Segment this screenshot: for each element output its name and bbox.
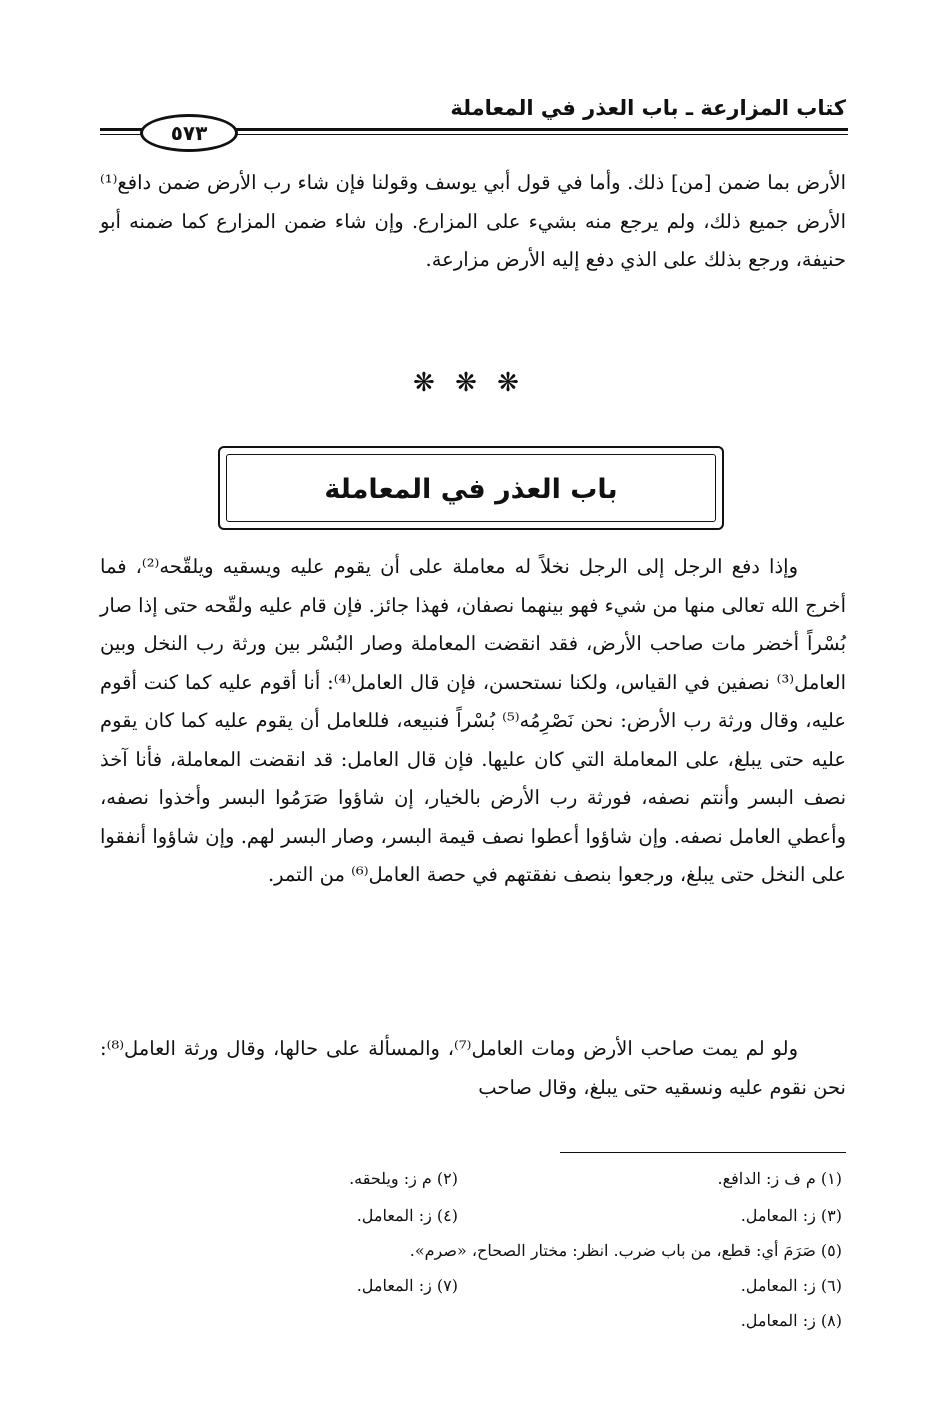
chapter-title: باب العذر في المعاملة — [324, 474, 618, 505]
running-header-title: كتاب المزارعة ـ باب العذر في المعاملة — [450, 96, 846, 120]
paragraph-continuation: ولو لم يمت صاحب الأرض ومات العامل⁽⁷⁾، والمسألة على حالها، وقال ورثة العامل⁽⁸⁾: نحن نقوم عليه ونسقيه حتى يبلغ، وقال صاحب — [100, 1037, 846, 1099]
paragraph-opening: الأرض بما ضمن [من] ذلك. وأما في قول أبي يوسف وقولنا فإن شاء رب الأرض ضمن دافع⁽¹⁾ الأرض جميع ذلك، ولم يرجع منه بشيء على المزارع. وإن شاء ضمن المزارع كما ضمنه أبو حنيفة، ورجع بذلك على الذي دفع إليه الأرض مزارعة. — [100, 171, 846, 271]
footnote-7: (٧) ز: المعامل. — [356, 1276, 458, 1295]
footnote-6: (٦) ز: المعامل. — [740, 1276, 842, 1295]
paragraph-main: وإذا دفع الرجل إلى الرجل نخلاً له معاملة على أن يقوم عليه ويسقيه ويلقّحه⁽²⁾، فما أخرج الله تعالى منها من شيء فهو بينهما نصفان، فهذا جائز. فإن قام عليه ولقّحه حتى إذا صار بُسْراً أخضر مات صاحب الأرض، فقد انقضت المعاملة وصار البُسْر بين ورثة رب النخل وبين العامل⁽³⁾ نصفين في القياس، ولكنا نستحسن، فإن قال العامل⁽⁴⁾: أنا أقوم عليه كما كنت أقوم عليه، وقال ورثة رب الأرض: نحن نَصْرِمُه⁽⁵⁾ بُسْراً فنبيعه، فللعامل أن يقوم عليه كما كان يقوم عليه حتى يبلغ، على المعاملة التي كان عليها. فإن قال العامل: قد انقضت المعاملة، فأنا آخذ نصف البسر وأنتم نصفه، فورثة رب الأرض بالخيار، إن شاؤوا صَرَمُوا البسر وأخذوا نصفه، وأعطي العامل نصفه. وإن شاؤوا أعطوا نصف قيمة البسر، وصار البسر لهم. وإن شاؤوا أنفقوا على النخل حتى يبلغ، ورجعوا بنصف نفقتهم في حصة العامل⁽⁶⁾ من التمر. — [100, 555, 846, 886]
section-separator-stars: ❋ ❋ ❋ — [413, 368, 525, 398]
page-number-badge: ٥٧٣ — [140, 114, 238, 152]
footnote-4: (٤) ز: المعامل. — [356, 1206, 458, 1225]
footnote-1: (١) م ف ز: الدافع. — [717, 1169, 842, 1188]
footnote-rule — [560, 1152, 846, 1153]
chapter-title-frame — [218, 446, 724, 530]
footnote-5: (٥) صَرَمَ أي: قطع، من باب ضرب. انظر: مختار الصحاح، «صرم». — [409, 1241, 842, 1260]
footnote-3: (٣) ز: المعامل. — [740, 1206, 842, 1225]
footnote-2: (٢) م ز: ويلحقه. — [349, 1169, 458, 1188]
footnote-8: (٨) ز: المعامل. — [740, 1311, 842, 1330]
